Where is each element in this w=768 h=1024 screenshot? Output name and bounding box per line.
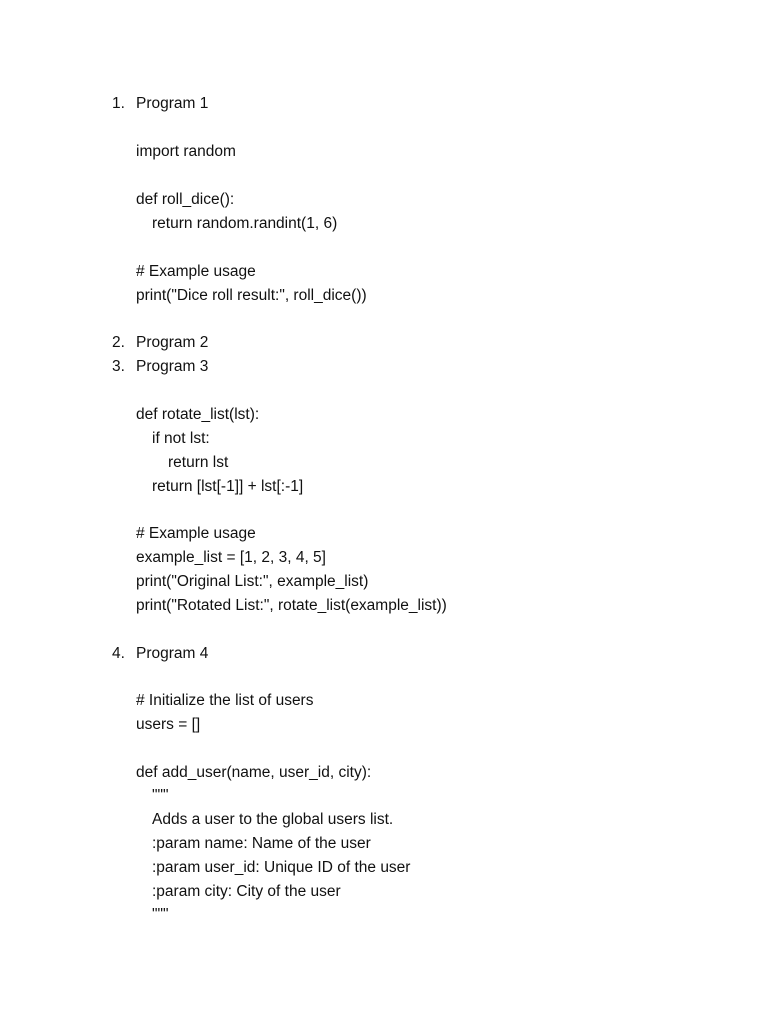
code-line: users = [] <box>136 716 201 733</box>
code-line: if not lst: <box>152 430 210 447</box>
code-line: return lst <box>168 454 229 471</box>
code-line: example_list = [1, 2, 3, 4, 5] <box>136 549 326 566</box>
code-line: print("Rotated List:", rotate_list(example_list)) <box>136 597 447 614</box>
code-docstring: Adds a user to the global users list. <box>152 811 394 828</box>
code-line: print("Original List:", example_list) <box>136 573 369 590</box>
program-heading: Program 3 <box>136 358 209 375</box>
list-number: 4. <box>112 645 125 662</box>
code-comment: # Initialize the list of users <box>136 692 314 709</box>
code-docstring: :param city: City of the user <box>152 883 341 900</box>
program-heading: Program 2 <box>136 334 209 351</box>
program-heading: Program 4 <box>136 645 209 662</box>
code-line: return random.randint(1, 6) <box>152 215 338 232</box>
code-line: def add_user(name, user_id, city): <box>136 764 372 781</box>
code-comment: # Example usage <box>136 263 256 280</box>
code-docstring: """ <box>152 787 169 804</box>
code-line: def roll_dice(): <box>136 191 235 208</box>
code-docstring: """ <box>152 906 169 923</box>
list-number: 3. <box>112 358 125 375</box>
code-line: import random <box>136 143 236 160</box>
code-docstring: :param user_id: Unique ID of the user <box>152 859 411 876</box>
code-line: print("Dice roll result:", roll_dice()) <box>136 287 367 304</box>
program-heading: Program 1 <box>136 95 209 112</box>
list-number: 2. <box>112 334 125 351</box>
list-number: 1. <box>112 95 125 112</box>
code-line: def rotate_list(lst): <box>136 406 260 423</box>
code-comment: # Example usage <box>136 525 256 542</box>
code-line: return [lst[-1]] + lst[:-1] <box>152 478 304 495</box>
code-docstring: :param name: Name of the user <box>152 835 371 852</box>
